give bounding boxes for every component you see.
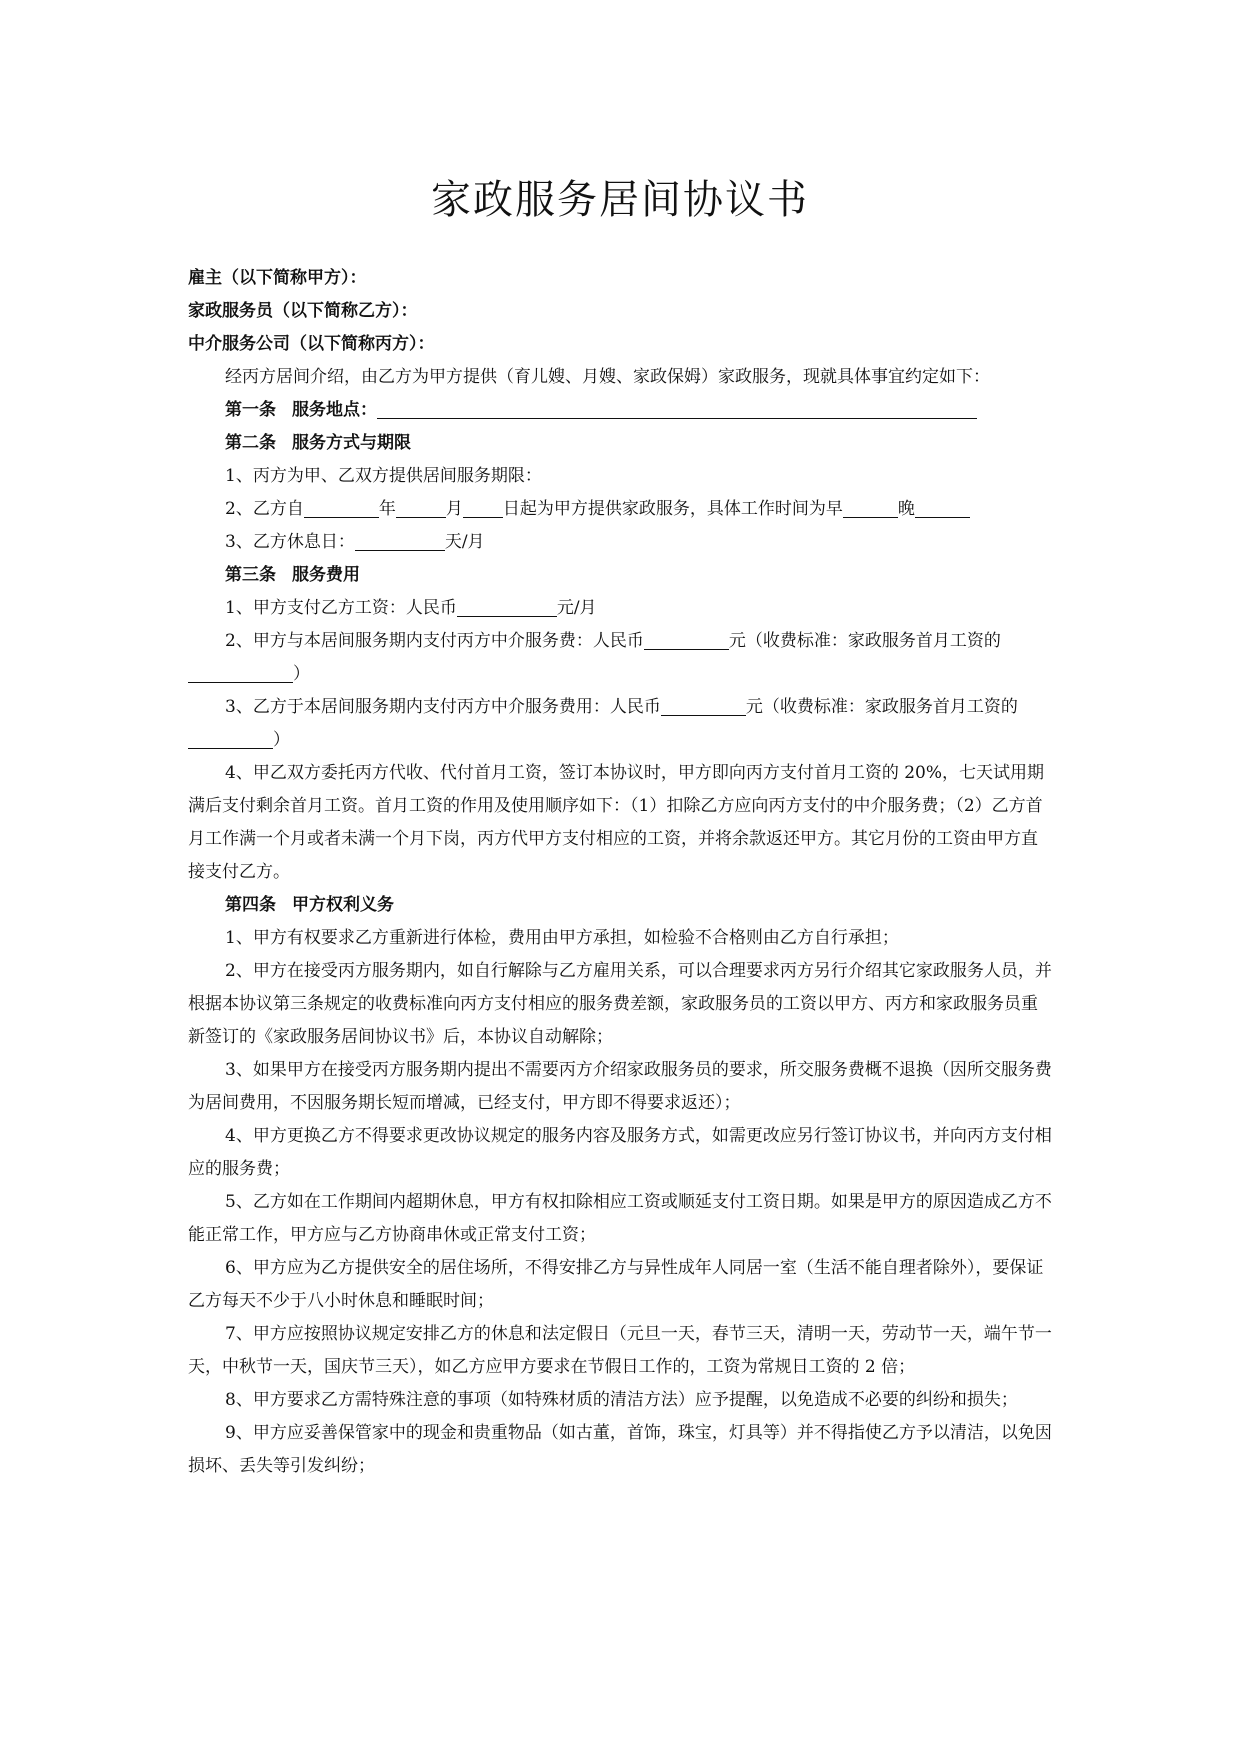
article-number: 第三条 — [225, 565, 276, 585]
article-4-item: 9、甲方应妥善保管家中的现金和贵重物品（如古董，首饰，珠宝，灯具等）并不得指使乙方予以清洁，以免因损坏、丢失等引发纠纷； — [188, 1423, 1052, 1476]
start-day-blank — [463, 495, 503, 518]
article-4-item: 1、甲方有权要求乙方重新进行体检，费用由甲方承担，如检验不合格则由乙方自行承担； — [225, 928, 899, 948]
article-4-item: 6、甲方应为乙方提供安全的居住场所，不得安排乙方与异性成年人同居一室（生活不能自理者除外），要保证乙方每天不少于八小时休息和睡眠时间； — [188, 1258, 1044, 1311]
article-1-heading — [188, 394, 1053, 427]
article-number: 第二条 — [225, 433, 276, 453]
article-3-item-1 — [188, 592, 1053, 625]
document-body — [188, 262, 1053, 1483]
text-segment: 元/月 — [556, 598, 597, 618]
article-4-item: 5、乙方如在工作期间内超期休息，甲方有权扣除相应工资或顺延支付工资日期。如果是甲方的原因造成乙方不能正常工作，甲方应与乙方协商串休或正常支付工资； — [188, 1192, 1052, 1245]
article-2-item-2 — [188, 493, 1053, 526]
text-segment: 3、乙方休息日： — [225, 532, 355, 552]
employer-fee-blank — [644, 627, 729, 650]
text-segment: 晚 — [897, 499, 915, 519]
article-3-item-4: 4、甲乙双方委托丙方代收、代付首月工资，签订本协议时，甲方即向丙方支付首月工资的 20%，七天试用期满后支付剩余首月工资。首月工资的作用及使用顺序如下：（1）扣除乙方应向丙方支付的中介服务费；（2）乙方首月工作满一个月或者未满一个月下岗，丙方代甲方支付相应的工资，并将余款返还甲方。其它月份的工资由甲方直接支付乙方。 — [188, 763, 1045, 882]
service-location-blank — [377, 396, 977, 419]
text-segment: 月 — [445, 499, 463, 519]
evening-time-blank — [915, 495, 970, 518]
article-2-heading — [188, 427, 1053, 460]
text-segment: 元（收费标准：家政服务首月工资的 — [745, 697, 1018, 717]
article-title: 服务地点： — [292, 400, 377, 420]
text-segment: ） — [273, 730, 290, 750]
text-segment: 2、甲方与本居间服务期内支付丙方中介服务费：人民币 — [225, 631, 644, 651]
article-number: 第四条 — [225, 895, 276, 915]
rest-days-blank — [355, 528, 445, 551]
article-title: 服务方式与期限 — [292, 433, 411, 453]
article-4-heading — [188, 889, 1053, 922]
worker-fee-blank — [661, 693, 746, 716]
text-segment: 年 — [378, 499, 396, 519]
party-employer: 雇主（以下简称甲方）： — [188, 268, 367, 288]
article-4-item: 3、如果甲方在接受丙方服务期内提出不需要丙方介绍家政服务员的要求，所交服务费概不退换（因所交服务费为居间费用，不因服务期长短而增减，已经支付，甲方即不得要求返还）； — [188, 1060, 1052, 1113]
text-segment: 2、乙方自 — [225, 499, 304, 519]
party-domestic-worker: 家政服务员（以下简称乙方）： — [188, 301, 418, 321]
start-month-blank — [396, 495, 446, 518]
article-4-item: 8、甲方要求乙方需特殊注意的事项（如特殊材质的清洁方法）应予提醒，以免造成不必要的纠纷和损失； — [225, 1390, 1018, 1410]
text-segment: 1、甲方支付乙方工资：人民币 — [225, 598, 457, 618]
article-3-heading — [188, 559, 1053, 592]
text-segment: 元（收费标准：家政服务首月工资的 — [728, 631, 1001, 651]
article-title: 服务费用 — [292, 565, 360, 585]
text-segment: 3、乙方于本居间服务期内支付丙方中介服务费用：人民币 — [225, 697, 661, 717]
text-segment: 日起为甲方提供家政服务，具体工作时间为早 — [502, 499, 843, 519]
text-segment: 天/月 — [444, 532, 485, 552]
article-4-item: 2、甲方在接受丙方服务期内，如自行解除与乙方雇用关系，可以合理要求丙方另行介绍其它家政服务人员，并根据本协议第三条规定的收费标准向丙方支付相应的服务费差额，家政服务员的工资以甲方、丙方和家政服务员重新签订的《家政服务居间协议书》后，本协议自动解除； — [188, 961, 1052, 1047]
article-number: 第一条 — [225, 400, 276, 420]
intro-paragraph: 经丙方居间介绍，由乙方为甲方提供（育儿嫂、月嫂、家政保姆）家政服务，现就具体事宜约定如下： — [225, 367, 990, 387]
document-title: 家政服务居间协议书 — [431, 177, 809, 223]
article-4-item: 4、甲方更换乙方不得要求更改协议规定的服务内容及服务方式，如需更改应另行签订协议书，并向丙方支付相应的服务费； — [188, 1126, 1052, 1179]
party-agency: 中介服务公司（以下简称丙方）： — [188, 334, 435, 354]
article-title: 甲方权利义务 — [292, 895, 394, 915]
morning-time-blank — [843, 495, 898, 518]
article-4-item: 7、甲方应按照协议规定安排乙方的休息和法定假日（元旦一天，春节三天，清明一天，劳动节一天，端午节一天，中秋节一天，国庆节三天），如乙方应甲方要求在节假日工作的，工资为常规日工资的 2 倍； — [188, 1324, 1052, 1377]
worker-fee-standard-blank — [188, 726, 273, 749]
article-2-item-1: 1、丙方为甲、乙双方提供居间服务期限： — [225, 466, 542, 486]
article-2-item-3 — [188, 526, 1053, 559]
article-3-item-3 — [188, 691, 1053, 757]
article-3-item-2 — [188, 625, 1053, 691]
start-year-blank — [304, 495, 379, 518]
employer-fee-standard-blank — [188, 660, 293, 683]
text-segment: ） — [293, 664, 310, 684]
salary-blank — [457, 594, 557, 617]
